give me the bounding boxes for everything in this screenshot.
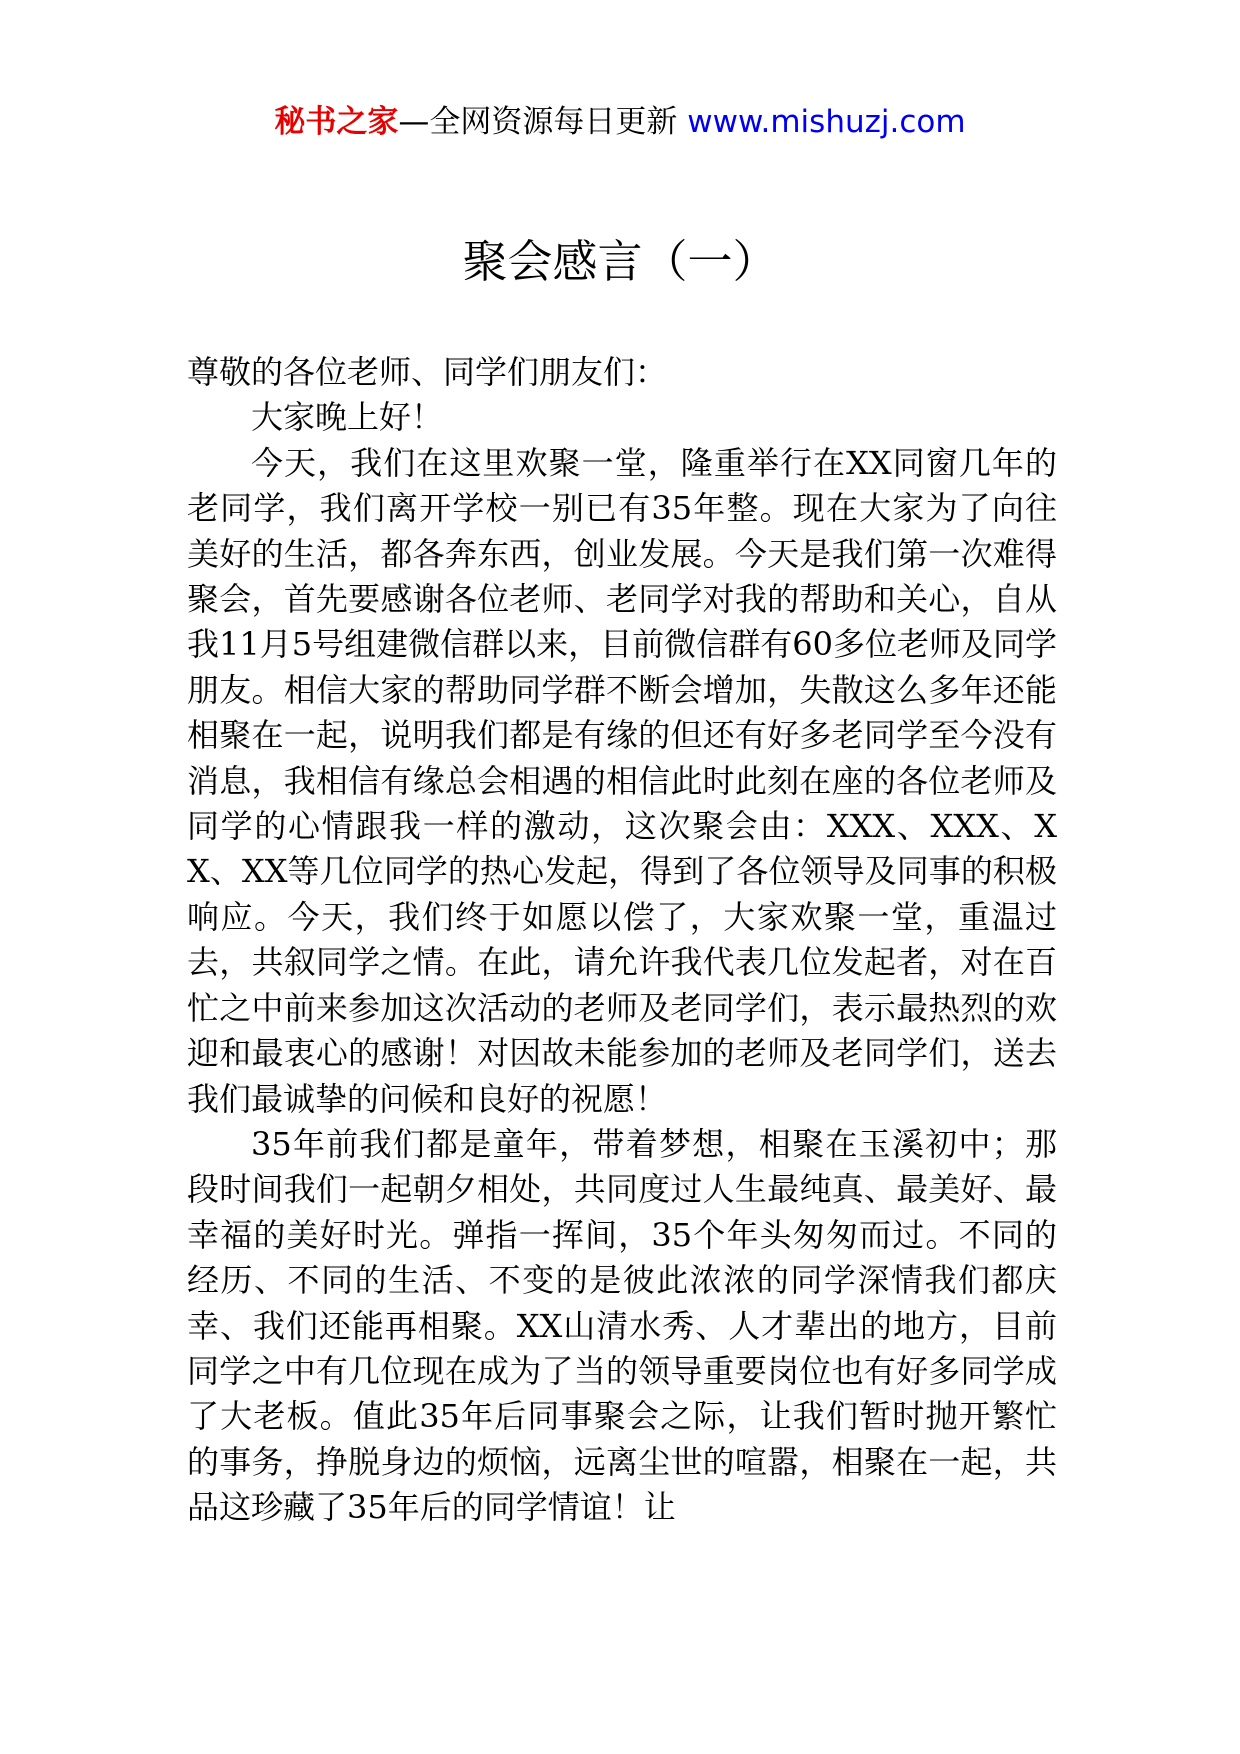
greeting-paragraph: 大家晚上好！ [251,398,444,437]
body-paragraph: 35年前我们都是童年，带着梦想，相聚在玉溪初中；那段时间我们一起朝夕相处，共同度过人生最纯真、最美好、最幸福的美好时光。弹指一挥间，35个年头匆匆而过。不同的经历、不同的生活、不变的是彼此浓浓的同学深情我们都庆幸、我们还能再相聚。XX山清水秀、人才辈出的地方，目前同学之中有几位现在成为了当的领导重要岗位也有好多同学成了大老板。值此35年后同事聚会之际，让我们暂时抛开繁忙的事务，挣脱身边的烦恼，远离尘世的喧嚣，相聚在一起，共品这珍藏了35年后的同学情谊！让 [187,1124,1057,1527]
site-slogan: —全网资源每日更新 [398,104,678,140]
document-title: 聚会感言（一） [462,235,778,288]
site-brand: 秘书之家 [274,104,399,140]
salutation: 尊敬的各位老师、同学们朋友们： [187,353,668,391]
site-header [0,102,1240,142]
body-paragraph: 今天，我们在这里欢聚一堂，隆重举行在XX同窗几年的老同学，我们离开学校一别已有35年整。现在大家为了向往美好的生活，都各奔东西，创业发展。今天是我们第一次难得聚会，首先要感谢各位老师、老同学对我的帮助和关心，自从我11月5号组建微信群以来，目前微信群有60多位老师及同学朋友。相信大家的帮助同学群不断会增加，失散这么多年还能相聚在一起，说明我们都是有缘的但还有好多老同学至今没有消息，我相信有缘总会相遇的相信此时此刻在座的各位老师及同学的心情跟我一样的激动，这次聚会由：XXX、XXX、XX、XX等几位同学的热心发起，得到了各位领导及同事的积极响应。今天，我们终于如愿以偿了，大家欢聚一堂，重温过去，共叙同学之情。在此，请允许我代表几位发起者，对在百忙之中前来参加这次活动的老师及老同学们，表示最热烈的欢迎和最衷心的感谢！对因故未能参加的老师及老同学们，送去我们最诚挚的问候和良好的祝愿！ [187,443,1057,1118]
document-body [187,350,1057,1531]
site-url-link[interactable]: www.mishuzj.com [687,104,966,140]
